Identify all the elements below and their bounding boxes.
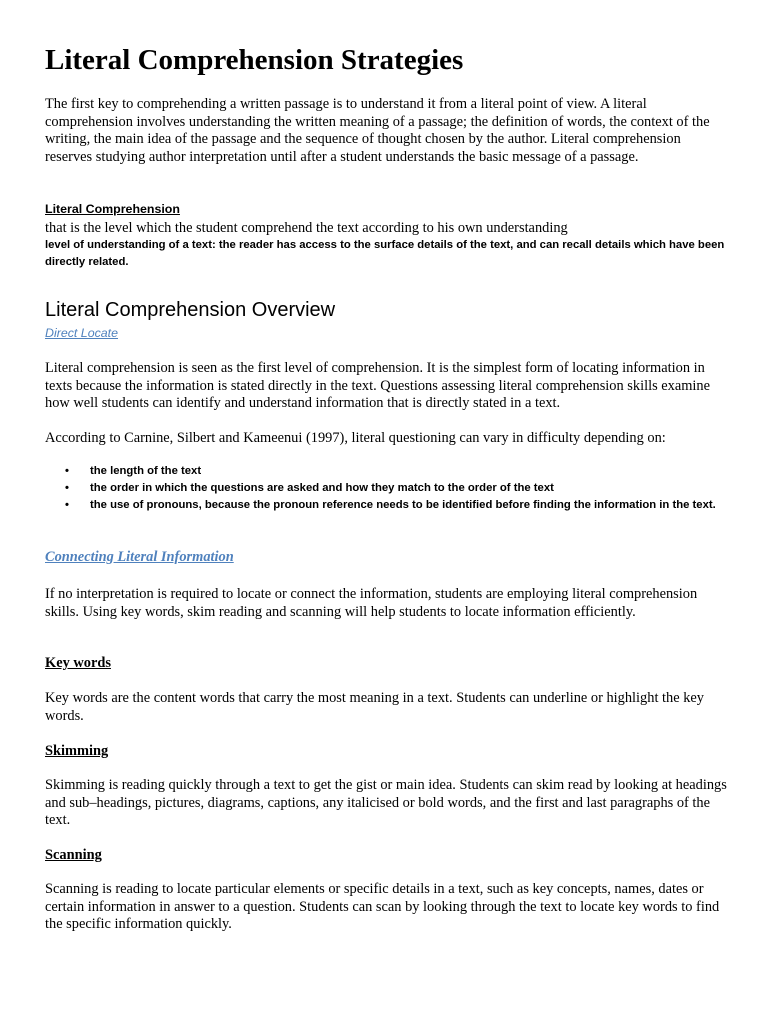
connecting-literal-information-link[interactable]: Connecting Literal Information xyxy=(45,549,234,565)
connecting-paragraph: If no interpretation is required to locate or connect the information, students are employing literal comprehension skills. Using key words, skim reading and scanning will help students to locate information efficiently. xyxy=(45,586,698,620)
definition-line-1: that is the level which the student comprehend the text according to his own understanding xyxy=(45,220,568,236)
list-item-text: the length of the text xyxy=(90,465,202,477)
definition-line-2: level of understanding of a text: the reader has access to the surface details of the text, and can recall details which have been directly related. xyxy=(45,239,725,268)
page-title: Literal Comprehension Strategies xyxy=(45,44,464,76)
list-item xyxy=(45,497,730,514)
overview-paragraph-2: According to Carnine, Silbert and Kameenui (1997), literal questioning can vary in difficulty depending on: xyxy=(45,430,666,446)
skimming-heading: Skimming xyxy=(45,743,109,759)
scanning-heading: Scanning xyxy=(45,847,102,863)
key-words-heading: Key words xyxy=(45,655,111,671)
bullet-icon: • xyxy=(65,482,69,494)
list-item-text: the use of pronouns, because the pronoun reference needs to be identified before finding the information in the text. xyxy=(90,499,716,511)
overview-heading: Literal Comprehension Overview xyxy=(45,299,336,321)
list-item xyxy=(45,480,730,497)
overview-paragraph-1: Literal comprehension is seen as the first level of comprehension. It is the simplest form of locating information in texts because the information is stated directly in the text. Questions assessing literal comprehension skills examine how well students can identify and understand information that is directly stated in a text. xyxy=(45,360,711,412)
scanning-paragraph: Scanning is reading to locate particular elements or specific details in a text, such as key concepts, names, dates or certain information in answer to a question. Students can scan by looking through the text to locate key words to find the specific information quickly. xyxy=(45,881,720,933)
bullet-icon: • xyxy=(65,465,69,477)
difficulty-list xyxy=(45,463,730,514)
list-item xyxy=(45,463,730,480)
key-words-paragraph: Key words are the content words that carry the most meaning in a text. Students can underline or highlight the key words. xyxy=(45,690,704,724)
definition-heading: Literal Comprehension xyxy=(45,202,180,216)
bullet-icon: • xyxy=(65,499,69,511)
skimming-paragraph: Skimming is reading quickly through a text to get the gist or main idea. Students can skim read by looking at headings and sub–headings, pictures, diagrams, captions, any italicised or bold words, and the first and last paragraphs of the text. xyxy=(45,777,727,829)
list-item-text: the order in which the questions are asked and how they match to the order of the text xyxy=(90,482,554,494)
intro-paragraph: The first key to comprehending a written passage is to understand it from a literal point of view. A literal comprehension involves understanding the written meaning of a passage; the definition of words, the context of the writing, the main idea of the passage and the sequence of thought chosen by the author. Literal comprehension reserves studying author interpretation until after a student understands the basic message of a passage. xyxy=(45,96,710,165)
direct-locate-link[interactable]: Direct Locate xyxy=(45,326,119,340)
